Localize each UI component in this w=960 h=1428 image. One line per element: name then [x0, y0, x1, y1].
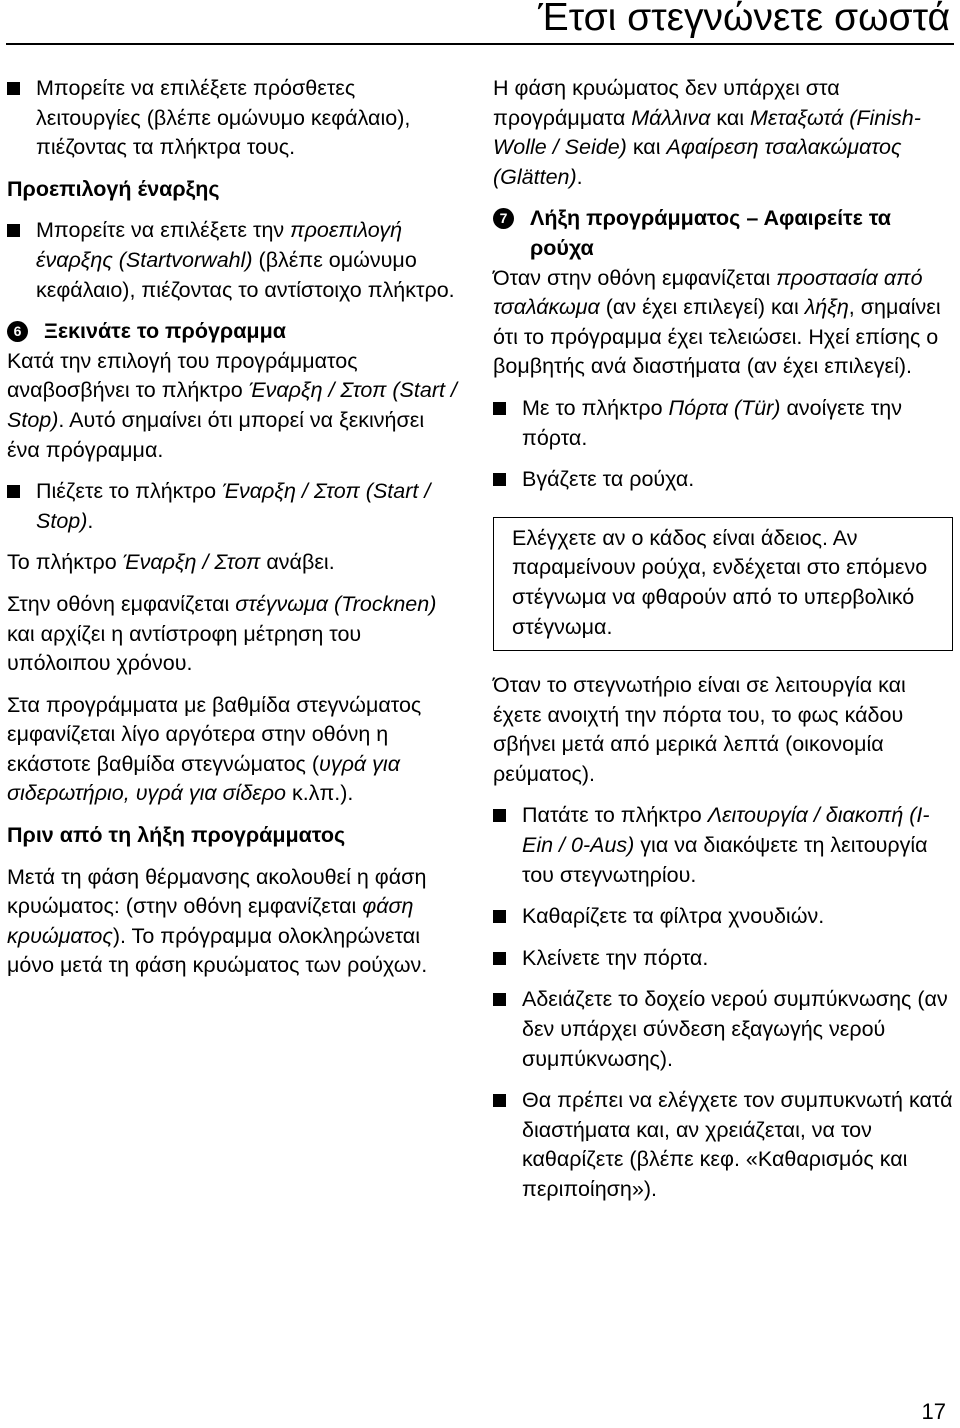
square-bullet-icon: [493, 910, 506, 923]
bullet-empty-container: Αδειάζετε το δοχείο νερού συμπύκνωσης (αν δεν υπάρχει σύνδεση εξαγωγής νερού συμπύκνωσης).: [493, 985, 953, 1074]
square-bullet-icon: [493, 993, 506, 1006]
square-bullet-icon: [7, 224, 20, 237]
bullet-preselection: Μπορείτε να επιλέξετε την προεπιλογή έναρξης (Startvorwahl) (βλέπε ομώνυμο κεφάλαιο), πιέζοντας το αντίστοιχο πλήκτρο.: [7, 216, 459, 305]
paragraph-start-flashing: Κατά την επιλογή του προγράμματος αναβοσβήνει το πλήκτρο Έναρξη / Στοπ (Start / Stop). Αυτό σημαίνει ότι μπορεί να ξεκινήσει ένα πρόγραμμα.: [7, 348, 457, 462]
step-number-7-icon: 7: [493, 208, 514, 229]
bullet-additional-functions: Μπορείτε να επιλέξετε πρόσθετες λειτουργίες (βλέπε ομώνυμο κεφάλαιο), πιέζοντας τα πλήκτρα τους.: [7, 74, 459, 163]
bullet-check-condenser: Θα πρέπει να ελέγχετε τον συμπυκνωτή κατά διαστήματα και, αν χρειάζεται, να τον καθαρίζετε (βλέπε κεφ. «Καθαρισμός και περιποίηση»).: [493, 1086, 953, 1204]
bullet-switch-off: Πατάτε το πλήκτρο Λειτουργία / διακοπή (I-Ein / 0-Aus) για να διακόψετε τη λειτουργία του στεγνωτηρίου.: [493, 801, 953, 890]
square-bullet-icon: [493, 952, 506, 965]
paragraph-program-finished: Όταν στην οθόνη εμφανίζεται προστασία από τσαλάκωμα (αν έχει επιλεγεί) και λήξη, σημαίνει ότι το πρόγραμμα έχει τελειώσει. Ηχεί επίσης ο βομβητής ανά διαστήματα (αν έχει επιλεγεί).: [493, 265, 941, 379]
square-bullet-icon: [7, 82, 20, 95]
bullet-clean-filters: Καθαρίζετε τα φίλτρα χνουδιών.: [493, 902, 953, 932]
step-number-6-icon: 6: [7, 321, 28, 342]
bullet-press-start: Πιέζετε το πλήκτρο Έναρξη / Στοπ (Start / Stop).: [7, 477, 459, 536]
left-column: [7, 74, 459, 993]
paragraph-drying-level: Στα προγράμματα με βαθμίδα στεγνώματος εμφανίζεται λίγο αργότερα στην οθόνη η εκάστοτε βαθμίδα στεγνώματος (υγρά για σιδερωτήριο, υγρά για σίδερο κ.λπ.).: [7, 692, 422, 806]
square-bullet-icon: [7, 485, 20, 498]
step-7-heading: 7 Λήξη προγράμματος – Αφαιρείτε τα ρούχα: [493, 204, 953, 263]
bullet-open-door: Με το πλήκτρο Πόρτα (Tür) ανοίγετε την πόρτα.: [493, 394, 953, 453]
square-bullet-icon: [493, 809, 506, 822]
paragraph-button-lights: Το πλήκτρο Έναρξη / Στοπ ανάβει.: [7, 550, 335, 575]
square-bullet-icon: [493, 473, 506, 486]
bullet-remove-laundry: Βγάζετε τα ρούχα.: [493, 465, 953, 495]
bullet-close-door: Κλείνετε την πόρτα.: [493, 944, 953, 974]
paragraph-display-drying: Στην οθόνη εμφανίζεται στέγνωμα (Trocknen) και αρχίζει η αντίστροφη μέτρηση του υπόλοιπου χρόνου.: [7, 591, 437, 676]
heading-before-program-end: Πριν από τη λήξη προγράμματος: [7, 823, 346, 848]
page-number: 17: [921, 1399, 946, 1424]
square-bullet-icon: [493, 1094, 506, 1107]
heading-start-preselection: Προεπιλογή έναρξης: [7, 176, 220, 201]
right-column: [493, 74, 953, 1217]
step-6-heading: 6 Ξεκινάτε το πρόγραμμα: [7, 317, 459, 347]
paragraph-no-cooling-programs: Η φάση κρυώματος δεν υπάρχει στα προγράμματα Μάλλινα και Μεταξωτά (Finish-Wolle / Seide) και Αφαίρεση τσαλακώματος (Glätten).: [493, 76, 921, 189]
header-rule: [6, 43, 954, 45]
header-title: Έτσι στεγνώνετε σωστά: [538, 0, 950, 39]
note-box-check-drum: Ελέγχετε αν ο κάδος είναι άδειος. Αν παραμείνουν ρούχα, ενδέχεται στο επόμενο στέγνωμα να φθαρούν από το υπερβολικό στέγνωμα.: [493, 517, 953, 651]
paragraph-cooling-phase: Μετά τη φάση θέρμανσης ακολουθεί η φάση κρυώματος: (στην οθόνη εμφανίζεται φάση κρυώματος). Το πρόγραμμα ολοκληρώνεται μόνο μετά τη φάση κρυώματος των ρούχων.: [7, 864, 428, 978]
paragraph-drum-light: Όταν το στεγνωτήριο είναι σε λειτουργία και έχετε ανοιχτή την πόρτα του, το φως κάδου σβήνει μετά από μερικά λεπτά (οικονομία ρεύματος).: [493, 673, 906, 786]
square-bullet-icon: [493, 402, 506, 415]
